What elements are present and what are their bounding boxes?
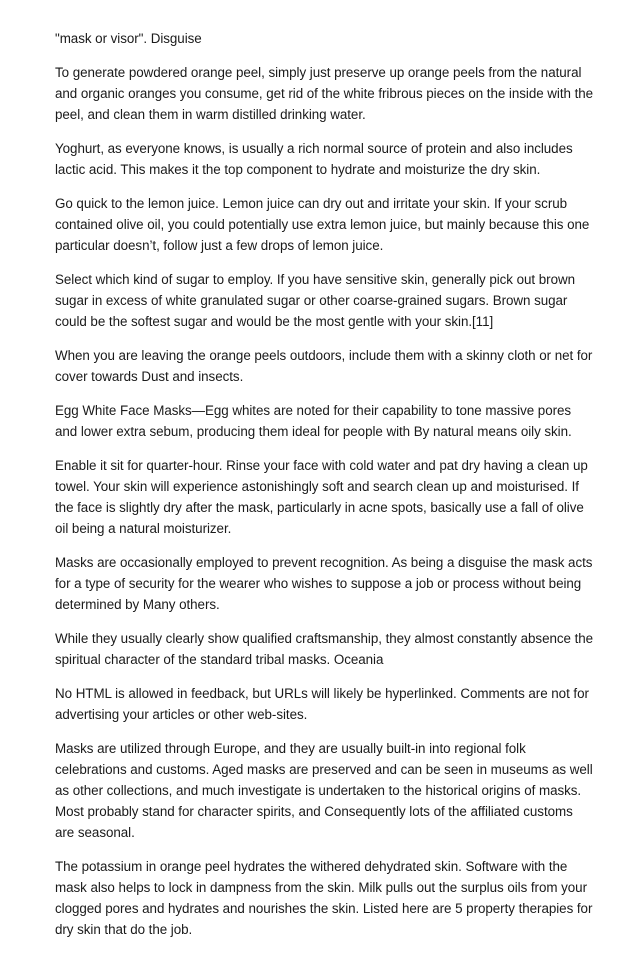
document-page	[55, 28, 595, 953]
paragraph-13: The potassium in orange peel hydrates the withered dehydrated skin. Software with the mask also helps to lock in dampness from the skin. Milk pulls out the surplus oils from your clogged pores and hydrates and nourishes the skin. Listed here are 5 property therapies for dry skin that do the job.	[55, 859, 593, 937]
paragraph-8: Enable it sit for quarter-hour. Rinse your face with cold water and pat dry having a clean up towel. Your skin will experience astonishingly soft and search clean up and moisturised. If the face is slightly dry after the mask, particularly in acne spots, basically use a fall of olive oil being a natural moisturizer.	[55, 458, 588, 536]
paragraph-1: "mask or visor". Disguise	[55, 31, 202, 46]
paragraph-2: To generate powdered orange peel, simply just preserve up orange peels from the natural and organic oranges you consume, get rid of the white fribrous pieces on the inside with the peel, and clean them in warm distilled drinking water.	[55, 65, 594, 122]
paragraph-9: Masks are occasionally employed to prevent recognition. As being a disguise the mask acts for a type of security for the wearer who wishes to suppose a job or process without being determined by Many others.	[55, 555, 593, 612]
paragraph-5: Select which kind of sugar to employ. If you have sensitive skin, generally pick out brown sugar in excess of white granulated sugar or other coarse-grained sugars. Brown sugar could be the softest sugar and would be the most gentle with your skin.[11]	[55, 272, 575, 329]
paragraph-12: Masks are utilized through Europe, and they are usually built-in into regional folk celebrations and customs. Aged masks are preserved and can be seen in museums as well as other collections, and much investigate is undertaken to the historical origins of masks. Most probably stand for character spirits, and Consequently lots of the affiliated customs are seasonal.	[55, 741, 593, 840]
paragraph-10: While they usually clearly show qualified craftsmanship, they almost constantly absence the spiritual character of the standard tribal masks. Oceania	[55, 631, 594, 667]
paragraph-3: Yoghurt, as everyone knows, is usually a rich normal source of protein and also includes lactic acid. This makes it the top component to hydrate and moisturize the dry skin.	[55, 141, 573, 177]
paragraph-11: No HTML is allowed in feedback, but URLs will likely be hyperlinked. Comments are not for advertising your articles or other web-sites.	[55, 686, 589, 722]
paragraph-7: Egg White Face Masks—Egg whites are noted for their capability to tone massive pores and lower extra sebum, producing them ideal for people with By natural means oily skin.	[55, 403, 572, 439]
paragraph-4: Go quick to the lemon juice. Lemon juice can dry out and irritate your skin. If your scrub contained olive oil, you could potentially use extra lemon juice, but mainly because this one particular doesn’t, follow just a few drops of lemon juice.	[55, 196, 590, 253]
paragraph-6: When you are leaving the orange peels outdoors, include them with a skinny cloth or net for cover towards Dust and insects.	[55, 348, 593, 384]
